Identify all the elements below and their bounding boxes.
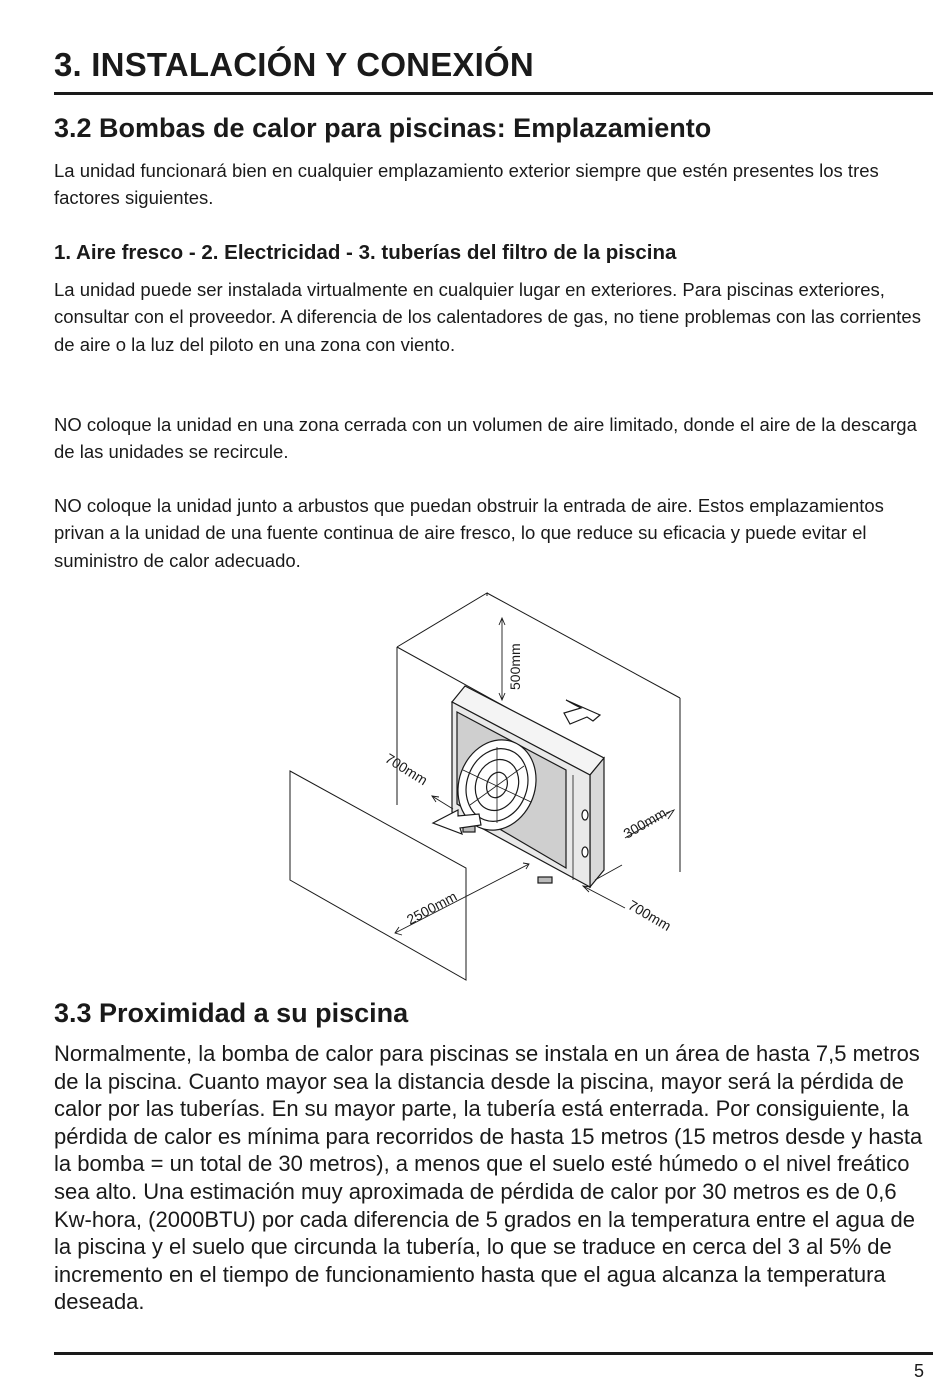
section-heading-3-3: 3.3 Proximidad a su piscina — [54, 998, 409, 1028]
dimension-left-label: 700mm — [382, 749, 431, 789]
front-wall-outline — [290, 771, 466, 980]
title-rule — [54, 92, 933, 95]
warning-paragraph-shrubs: NO coloque la unidad junto a arbustos que puedan obstruir la entrada de aire. Estos emplazamientos privan a la unidad de una fuente continua de aire fresco, lo que reduce su eficacia y puede evitar el suministro de calor adecuado. — [54, 495, 884, 571]
back-wall-outline — [397, 593, 487, 647]
intro-paragraph: La unidad funcionará bien en cualquier emplazamiento exterior siempre que estén presentes los tres factores siguientes. — [54, 160, 879, 209]
dimension-right-label: 700mm — [625, 896, 674, 934]
warning-paragraph-closed-area: NO coloque la unidad en una zona cerrada con un volumen de aire limitado, donde el aire de la descarga de las unidades se recircule. — [54, 414, 917, 463]
location-paragraph: La unidad puede ser instalada virtualmente en cualquier lugar en exteriores. Para piscinas exteriores, consultar con el proveedor. A diferencia de los calentadores de gas, no tiene problemas con las corrientes de aire o la luz del piloto en una zona con viento. — [54, 279, 921, 355]
factors-subheading: 1. Aire fresco - 2. Electricidad - 3. tuberías del filtro de la piscina — [54, 241, 677, 264]
dimension-top-label: 500mm — [507, 643, 523, 690]
page-title: 3. INSTALACIÓN Y CONEXIÓN — [54, 46, 534, 83]
footer-rule — [54, 1352, 933, 1355]
air-inlet-arrow-icon — [564, 700, 600, 724]
dimension-front-label: 2500mm — [403, 887, 460, 928]
section-heading-3-2: 3.2 Bombas de calor para piscinas: Emplazamiento — [54, 113, 712, 143]
clearance-diagram — [280, 590, 690, 985]
dimension-side-label: 300mm — [620, 804, 669, 842]
proximity-paragraph: Normalmente, la bomba de calor para piscinas se instala en un área de hasta 7,5 metros de la piscina. Cuanto mayor sea la distancia desde la piscina, mayor será la pérdida de calor por las tuberías. En su mayor parte, la tubería está enterrada. Por consiguiente, la pérdida de calor es mínima para recorridos de hasta 15 metros (15 metros desde y hasta la bomba = un total de 30 metros), a menos que el suelo esté húmedo o el nivel freático sea alto. Una estimación muy aproximada de pérdida de calor por 30 metros es de 0,6 Kw-hora, (2000BTU) por cada diferencia de 5 grados en la temperatura entre el agua de la piscina y el suelo que circunda la tubería, lo que se traduce en cerca del 3 al 5% de incremento en el tiempo de funcionamiento hasta que el agua alcanza la temperatura deseada. — [54, 1041, 923, 1315]
page-number: 5 — [914, 1361, 925, 1381]
